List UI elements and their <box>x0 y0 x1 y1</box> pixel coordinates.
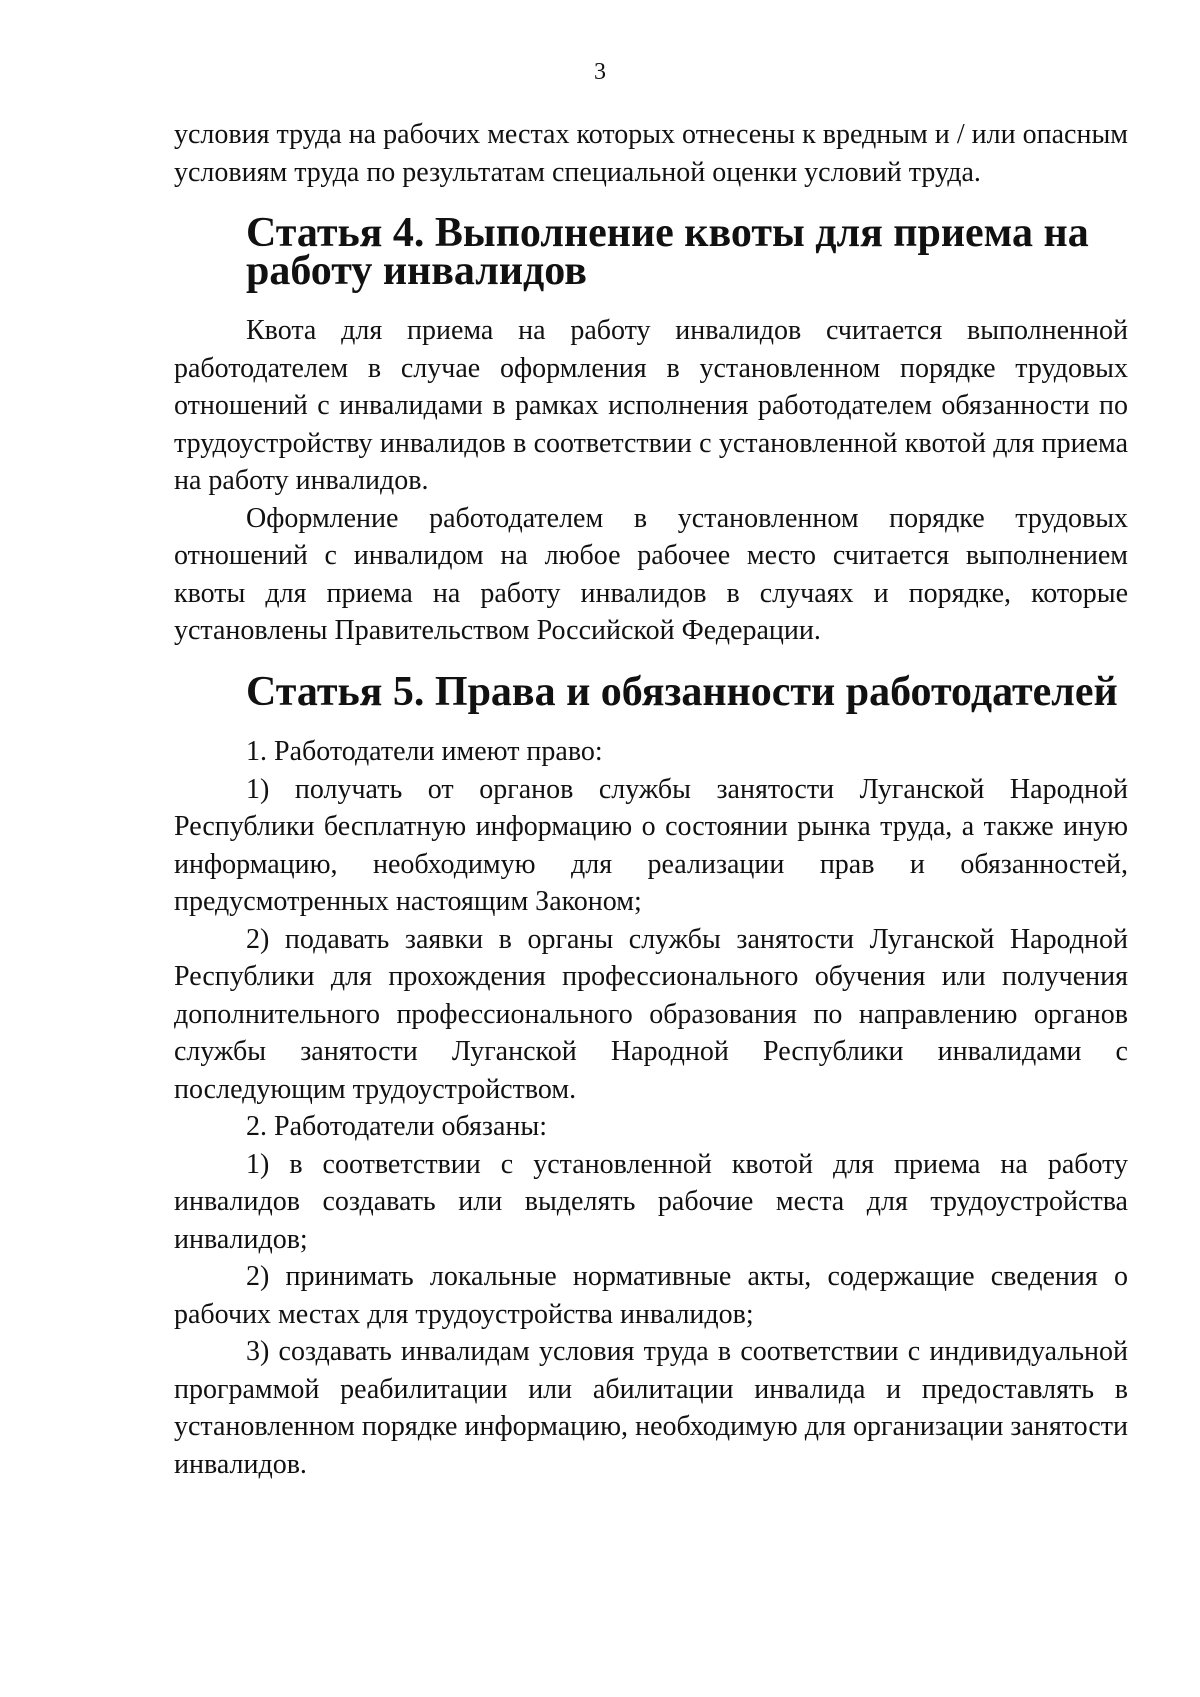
rights-item-2: 2) подавать заявки в органы службы занятости Луганской Народной Республики для прохождения профессионального обучения или получения дополнительного профессионального образования по направлению органов службы занятости Луганской Народной Республики инвалидами с последующим трудоустройством. <box>174 923 1128 1105</box>
obligations-heading: 2. Работодатели обязаны: <box>246 1111 547 1142</box>
rights-item-1: 1) получать от органов службы занятости Луганской Народной Республики бесплатную информацию о состоянии рынка труда, а также иную информацию, необходимую для реализации прав и обязанностей, предусмотренных настоящим Законом; <box>174 773 1128 917</box>
obligations-item-1: 1) в соответствии с установленной квотой для приема на работу инвалидов создавать или выделять рабочие места для трудоустройства инвалидов; <box>174 1148 1128 1255</box>
article-4-paragraph-1: Квота для приема на работу инвалидов считается выполненной работодателем в случае оформления в установленном порядке трудовых отношений с инвалидами в рамках исполнения работодателем обязанности по трудоустройству инвалидов в соответствии с установленной квотой для приема на работу инвалидов. <box>174 315 1128 496</box>
rights-heading: 1. Работодатели имеют право: <box>246 736 603 767</box>
article-4-paragraph-2: Оформление работодателем в установленном порядке трудовых отношений с инвалидом на любое рабочее место считается выполнением квоты для приема на работу инвалидов в случаях и порядке, которые установлены Правительством Российской Федерации. <box>174 502 1128 646</box>
article-5-title: Статья 5. Права и обязанности работодателей <box>246 668 1118 715</box>
page-number: 3 <box>594 59 606 85</box>
obligations-item-3: 3) создавать инвалидам условия труда в соответствии с индивидуальной программой реабилитации или абилитации инвалида и предоставлять в установленном порядке информацию, необходимую для организации занятости инвалидов. <box>174 1336 1128 1480</box>
document-body <box>174 116 1128 1483</box>
article-4-title: Статья 4. Выполнение квоты для приема на работу инвалидов <box>246 210 1089 294</box>
obligations-item-2: 2) принимать локальные нормативные акты, содержащие сведения о рабочих местах для трудоустройства инвалидов; <box>174 1261 1128 1330</box>
intro-paragraph: условия труда на рабочих местах которых отнесены к вредным и / или опасным условиям труда по результатам специальной оценки условий труда. <box>174 119 1128 188</box>
